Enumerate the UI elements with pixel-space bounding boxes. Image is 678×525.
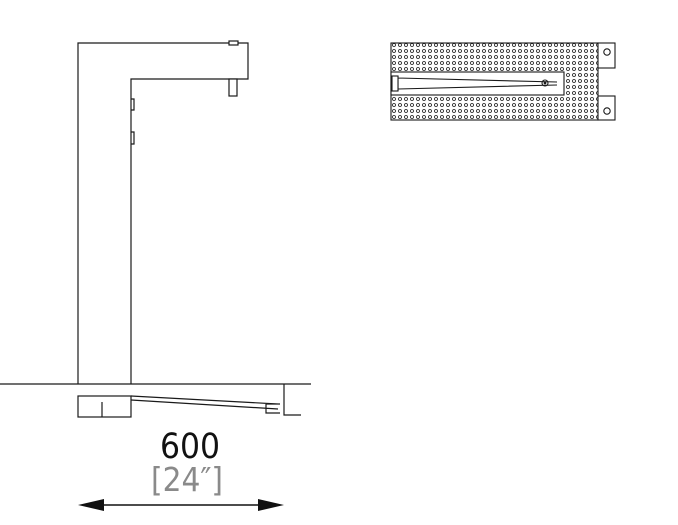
dimension-arrow-right xyxy=(258,499,284,511)
outlet-nozzle xyxy=(229,79,237,96)
drain-tube xyxy=(131,396,280,413)
dimension-imperial: [24″] xyxy=(150,460,224,499)
dimension-metric: 600 xyxy=(159,427,221,467)
mounting-bracket xyxy=(78,396,131,417)
dimension-group xyxy=(78,427,284,511)
spout-end-block xyxy=(392,76,398,91)
dimension-arrow-left xyxy=(78,499,104,511)
faucet-body xyxy=(78,43,248,384)
spout-outlet-dot xyxy=(544,82,546,84)
spout-cap xyxy=(229,41,238,45)
counter-underside xyxy=(284,384,301,415)
spout-plan xyxy=(391,72,564,95)
plan-view xyxy=(391,43,615,120)
side-elevation-view xyxy=(0,41,311,417)
